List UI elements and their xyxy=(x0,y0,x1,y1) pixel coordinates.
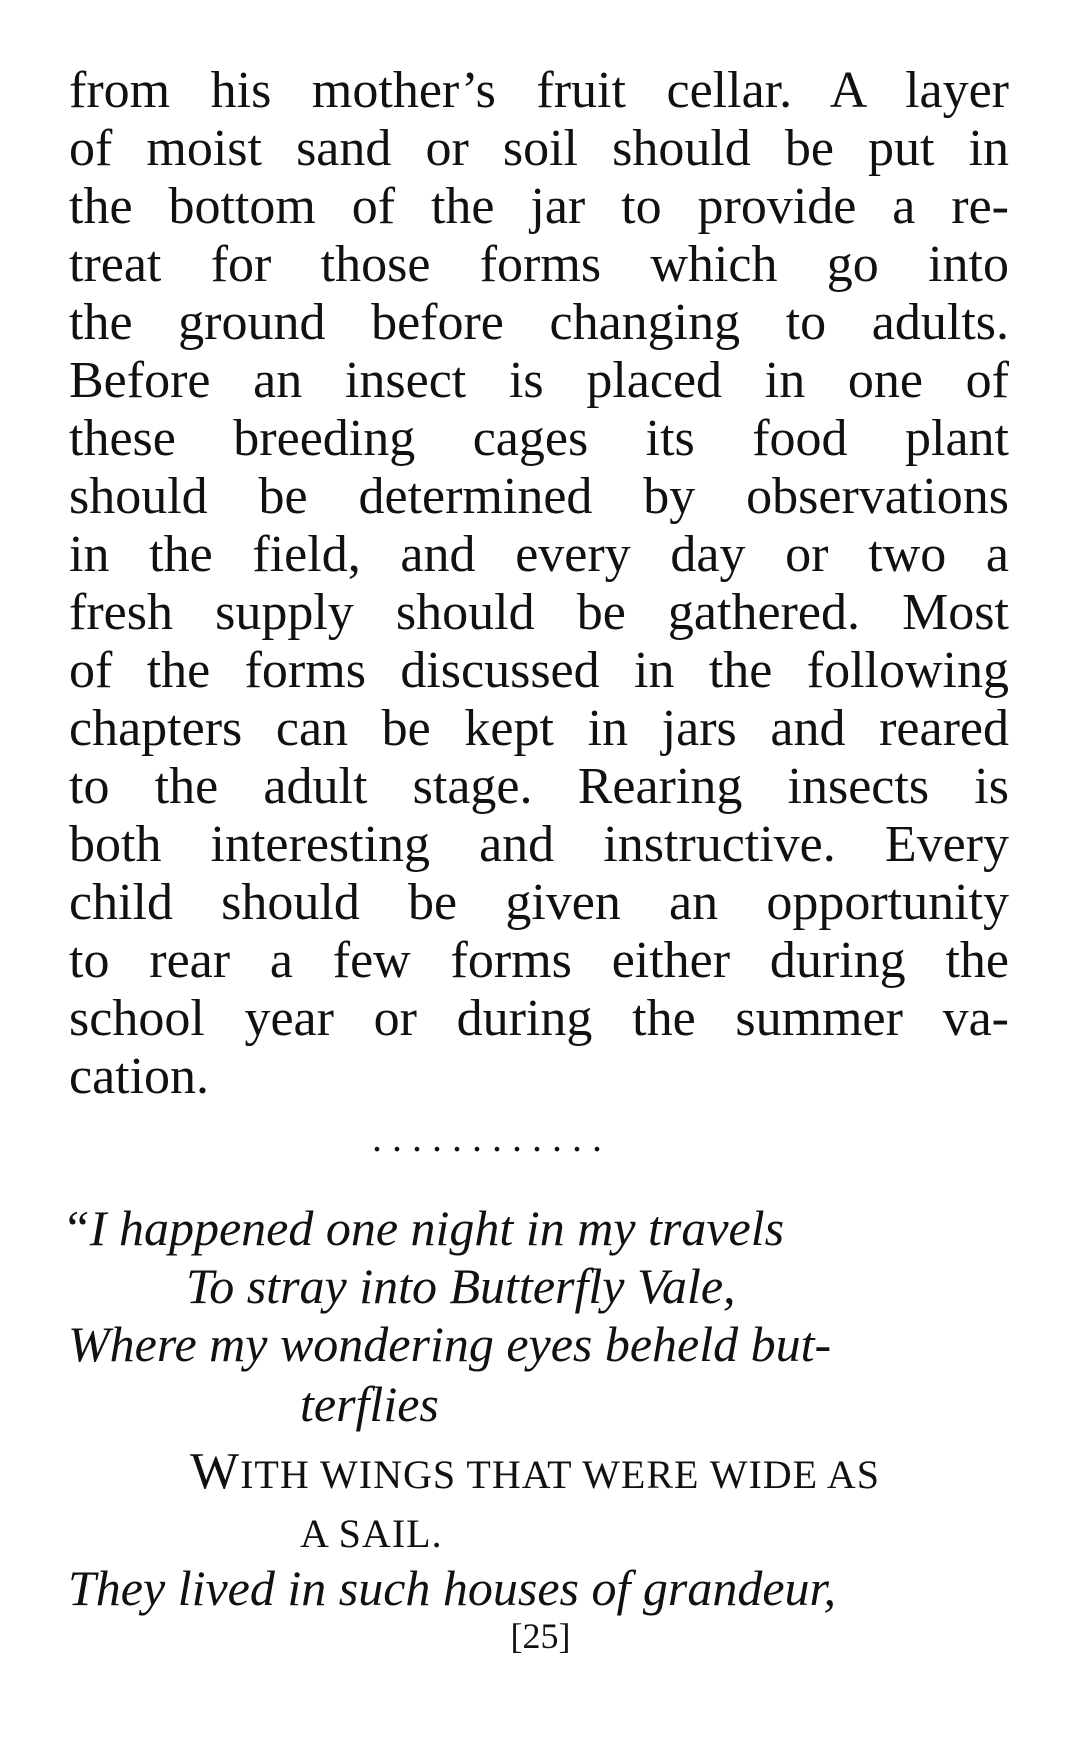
text-line: to the adult stage. Rearing insects is xyxy=(69,758,1009,815)
text-line: chapters can be kept in jars and reared xyxy=(69,700,1009,757)
text-line: from his mother’s fruit cellar. A layer xyxy=(69,62,1009,119)
small-caps-initial: W xyxy=(190,1443,241,1500)
text-line: school year or during the summer va- xyxy=(69,990,1009,1047)
poem-line: “I happened one night in my travels xyxy=(62,1200,785,1256)
poem-line: Where my wondering eyes beheld but- xyxy=(68,1316,832,1372)
section-separator: ............ xyxy=(372,1115,612,1160)
text-line: in the field, and every day or two a xyxy=(69,526,1009,583)
small-caps-text: ITH WINGS THAT WERE WIDE AS xyxy=(240,1452,881,1497)
text-line: Before an insect is placed in one of xyxy=(69,352,1009,409)
text-line: cation. xyxy=(69,1048,210,1105)
text-line: child should be given an opportunity xyxy=(69,874,1009,931)
body-paragraph xyxy=(69,62,1009,1106)
text-line: the ground before changing to adults. xyxy=(69,294,1009,351)
text-line: of moist sand or soil should be put in xyxy=(69,120,1009,177)
poem-line: To stray into Butterfly Vale, xyxy=(186,1258,736,1314)
poem-line-small-caps xyxy=(190,1444,880,1503)
poem-line: terflies xyxy=(300,1376,439,1432)
text-line: fresh supply should be gathered. Most xyxy=(69,584,1009,641)
text-line: to rear a few forms either during the xyxy=(69,932,1009,989)
poem-line-small-caps: A SAIL. xyxy=(300,1511,443,1556)
text-line: these breeding cages its food plant xyxy=(69,410,1009,467)
text-line: of the forms discussed in the following xyxy=(69,642,1009,699)
text-line: both interesting and instructive. Every xyxy=(69,816,1009,873)
poem-line: They lived in such houses of grandeur, xyxy=(68,1560,836,1616)
page-number: [25] xyxy=(510,1616,571,1656)
text-line: should be determined by observations xyxy=(69,468,1009,525)
text-line: the bottom of the jar to provide a re- xyxy=(69,178,1009,235)
text-line: treat for those forms which go into xyxy=(69,236,1009,293)
